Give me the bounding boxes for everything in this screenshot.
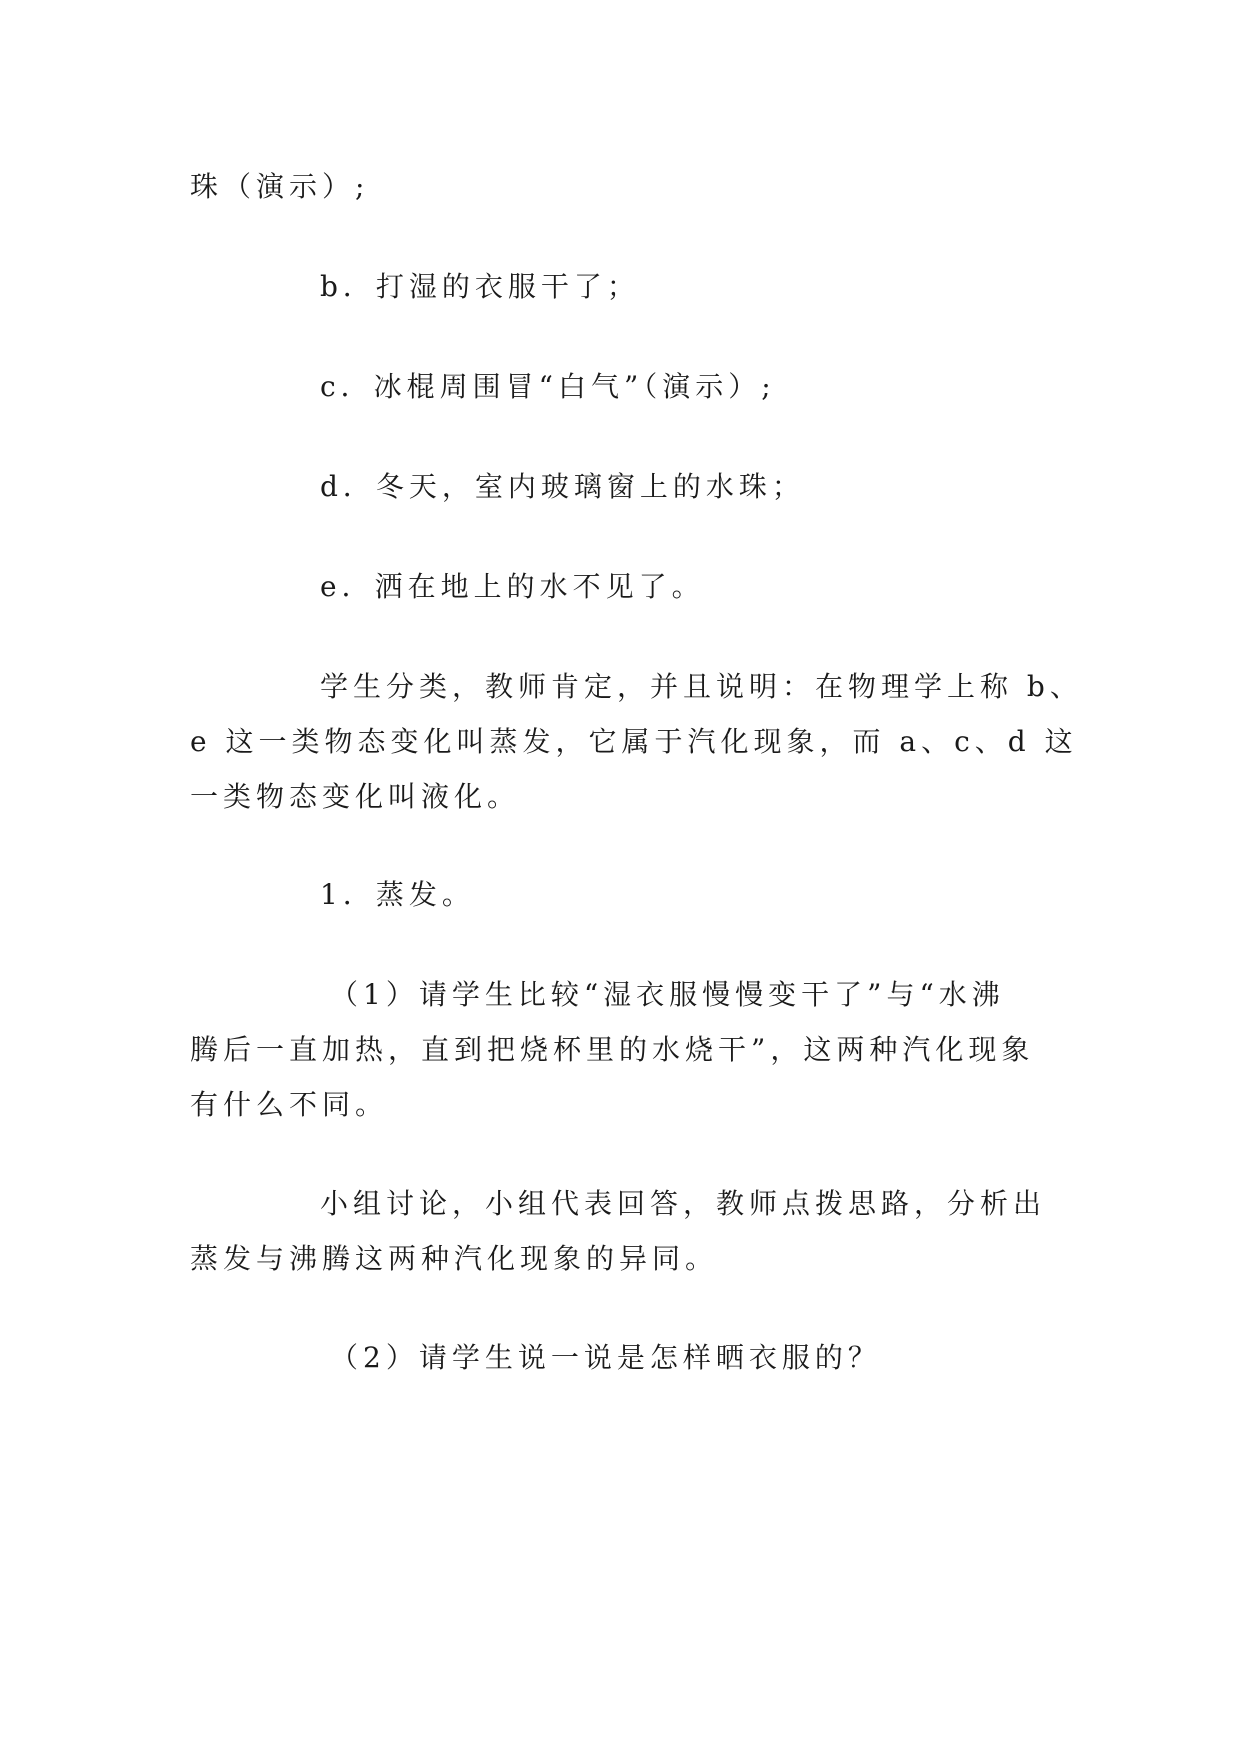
section-heading-evaporation: 1．蒸发。 xyxy=(320,878,475,911)
list-item-b: b．打湿的衣服干了； xyxy=(320,270,640,303)
paragraph-question-1-line-3: 有什么不同。 xyxy=(190,1088,389,1121)
paragraph-question-2: （2）请学生说一说是怎样晒衣服的？ xyxy=(330,1341,881,1374)
text-line: 珠（演示）; xyxy=(190,170,370,203)
list-item-e: e．洒在地上的水不见了。 xyxy=(320,570,705,603)
paragraph-classification-line-2: e 这一类物态变化叫蒸发，它属于汽化现象，而 a、c、d 这 xyxy=(190,725,1078,758)
paragraph-discussion-line-1: 小组讨论，小组代表回答，教师点拨思路，分析出 xyxy=(320,1187,1047,1220)
list-item-c: c．冰棍周围冒“白气”（演示）; xyxy=(320,370,776,403)
paragraph-discussion-line-2: 蒸发与沸腾这两种汽化现象的异同。 xyxy=(190,1242,719,1275)
list-item-d: d．冬天，室内玻璃窗上的水珠； xyxy=(320,470,805,503)
paragraph-question-1-line-1: （1）请学生比较“湿衣服慢慢变干了”与“水沸 xyxy=(330,978,1005,1011)
paragraph-classification-line-3: 一类物态变化叫液化。 xyxy=(190,780,521,813)
paragraph-classification-line-1: 学生分类，教师肯定，并且说明：在物理学上称 b、 xyxy=(320,670,1083,703)
paragraph-question-1-line-2: 腾后一直加热，直到把烧杯里的水烧干”，这两种汽化现象 xyxy=(190,1033,1035,1066)
